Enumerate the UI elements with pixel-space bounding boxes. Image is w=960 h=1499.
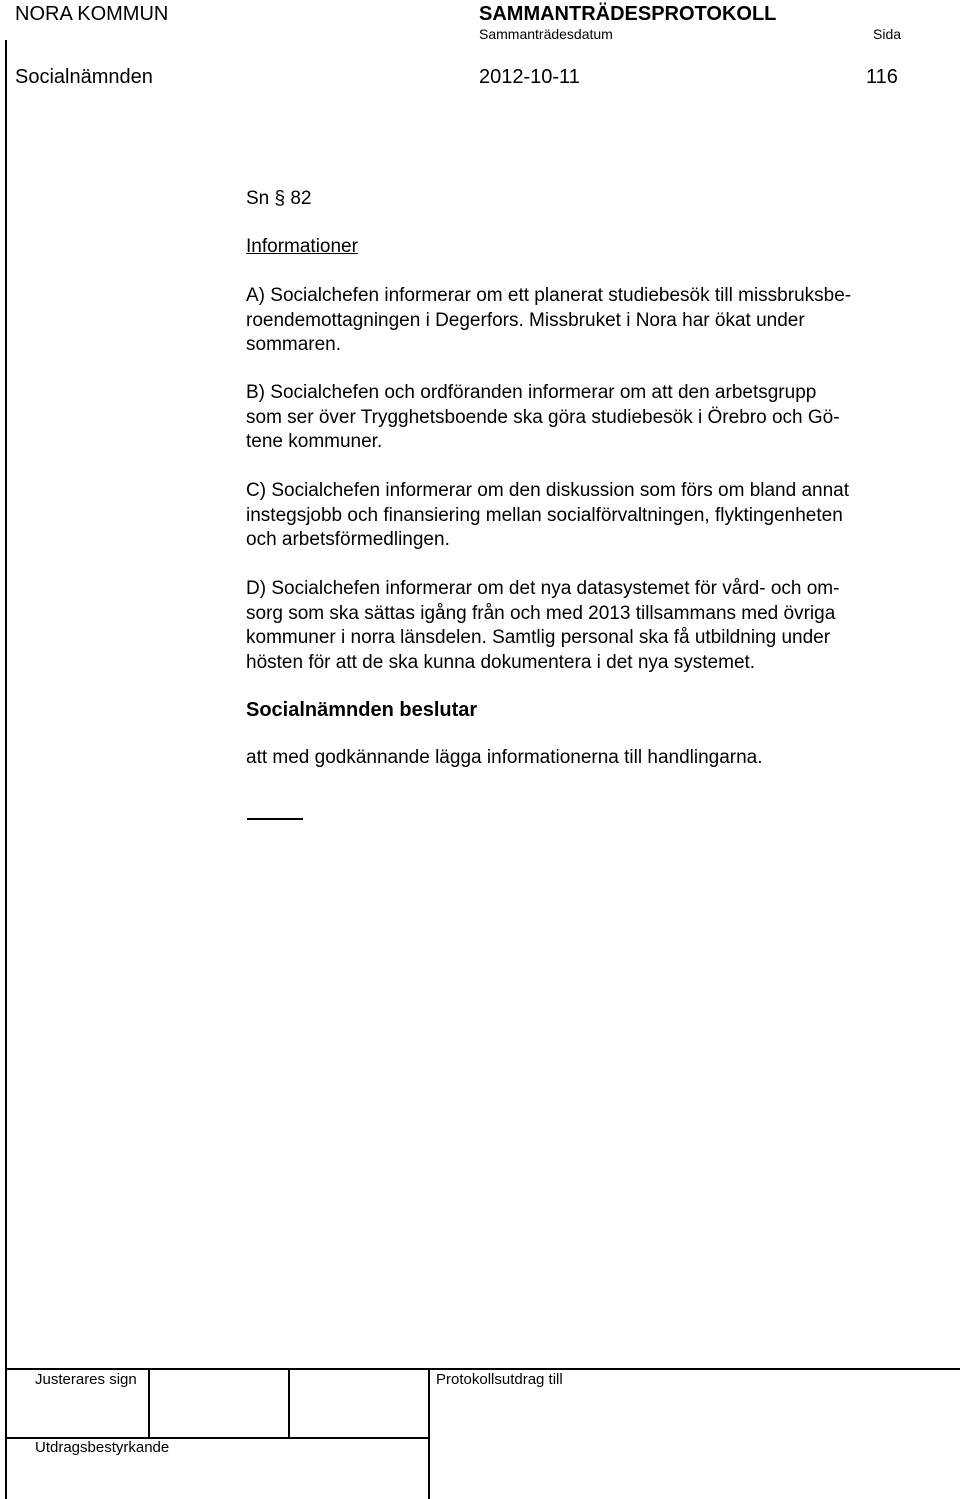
sign-box-divider xyxy=(288,1368,290,1438)
paragraph-line: C) Socialchefen informerar om den diskussion som förs om bland annat xyxy=(246,480,850,501)
item-heading: Informationer xyxy=(246,236,358,257)
paragraph-line: D) Socialchefen informerar om det nya datasystemet för vård- och om- xyxy=(246,578,840,599)
paragraph-line: A) Socialchefen informerar om ett planerat studiebesök till missbruksbe- xyxy=(246,285,852,306)
extract-to-label: Protokollsutdrag till xyxy=(436,1371,563,1388)
paragraph-b xyxy=(246,381,946,455)
extract-certification-label: Utdragsbestyrkande xyxy=(35,1439,170,1456)
paragraph-line: B) Socialchefen och ordföranden informerar om att den arbetsgrupp xyxy=(246,382,817,403)
meeting-date: 2012-10-11 xyxy=(479,66,580,88)
paragraph-line: tene kommuner. xyxy=(246,431,383,452)
decision-text: att med godkännande lägga informationerna till handlingarna. xyxy=(246,747,763,768)
page-label: Sida xyxy=(873,26,902,42)
page-number: 116 xyxy=(866,66,898,88)
left-margin-rule xyxy=(5,40,7,1499)
paragraph-line: sorg som ska sättas igång från och med 2013 tillsammans med övriga xyxy=(246,602,836,624)
sign-box-divider xyxy=(148,1368,150,1438)
paragraph-line: hösten för att de ska kunna dokumentera i det nya systemet. xyxy=(246,651,756,673)
decision-heading: Socialnämnden beslutar xyxy=(246,699,478,721)
organization-name: NORA KOMMUN xyxy=(15,3,169,25)
paragraph-line: roendemottagningen i Degerfors. Missbruket i Nora har ökat under xyxy=(246,309,805,331)
paragraph-line: som ser över Trygghetsboende ska göra studiebesök i Örebro och Gö- xyxy=(246,406,840,428)
adjusters-sign-label: Justerares sign xyxy=(35,1371,137,1388)
paragraph-d xyxy=(246,577,946,675)
end-of-item-rule xyxy=(247,818,303,820)
document-title: SAMMANTRÄDESPROTOKOLL xyxy=(479,3,777,25)
paragraph-line: och arbetsförmedlingen. xyxy=(246,529,450,550)
paragraph-c xyxy=(246,479,946,553)
footer-column-divider xyxy=(428,1368,430,1499)
paragraph-line: instegsjobb och finansiering mellan socialförvaltningen, flyktingenheten xyxy=(246,504,843,526)
paragraph-line: kommuner i norra länsdelen. Samtlig personal ska få utbildning under xyxy=(246,627,831,648)
meeting-date-label: Sammanträdesdatum xyxy=(479,26,613,42)
paragraph-a xyxy=(246,284,946,358)
item-number: Sn § 82 xyxy=(246,188,312,209)
paragraph-line: sommaren. xyxy=(246,334,342,355)
committee-name: Socialnämnden xyxy=(15,66,153,88)
